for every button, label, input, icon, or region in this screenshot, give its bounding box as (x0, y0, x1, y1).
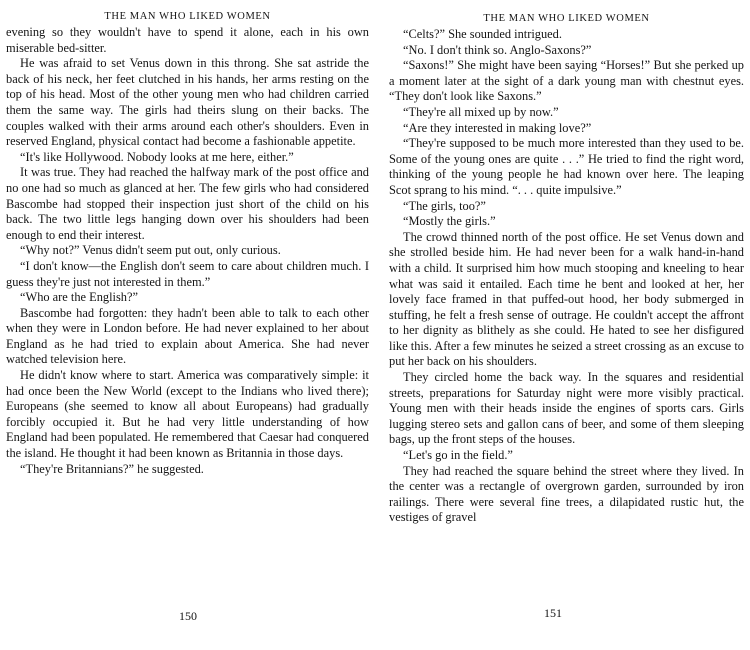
paragraph: “I don't know—the English don't seem to care about children much. I guess they're just not interested in them.” (6, 258, 369, 289)
paragraph: “They're Britannians?” he suggested. (20, 461, 204, 476)
paragraph: They circled home the back way. In the squares and residential streets, preparations for Saturday night were more visibly practical. Young men with their heads inside the engines of sports cars. Girls lugging stereo sets and gallon cans of beer, and some of them sleeping bags, up the front steps of the houses. (389, 370, 744, 447)
paragraph: He was afraid to set Venus down in this throng. She sat astride the back of his neck, her feet clutched in his hands, her arms resting on the top of his head. Most of the other young men who had children carried them the same way. The girls had theirs slung on their backs. The couples walked with their arms around each other's shoulders. Even in reserved England, physical contact had become a fashionable appetite. (6, 56, 369, 149)
paragraph: “Saxons!” She might have been saying “Horses!” But she perked up a moment later at the sight of a dark young man with chestnut eyes. “They don't look like Saxons.” (389, 58, 744, 104)
paragraph: evening so they wouldn't have to spend it alone, each in his own miserable bed-sitter. (6, 25, 369, 55)
paragraph: “Let's go in the field.” (403, 448, 513, 463)
paragraph: “Why not?” Venus didn't seem put out, only curious. (20, 243, 281, 258)
paragraph: It was true. They had reached the halfway mark of the post office and no one had so much as glanced at her. The few girls who had considered Bascombe had stopped their inspection just short of the child on his back. The two little legs hanging down over his shoulders had been enough to end their interest. (6, 165, 369, 242)
running-head-right: THE MAN WHO LIKED WOMEN (483, 13, 650, 24)
paragraph: Bascombe had forgotten: they hadn't been able to talk to each other when they were in London before. He had never explained to her about England as he had tried to explain about America. She had never watched television here. (6, 305, 369, 367)
paragraph: “They're supposed to be much more interested than they used to be. Some of the young ones are quite . . .” He tried to find the right word, thinking of the young people he had known over here. The leaping Scot sprang to his mind. “. . . quite impulsive.” (389, 136, 744, 197)
paragraph: He didn't know where to start. America was comparatively simple: it had once been the New World (except to the Indians who lived there); Europeans (she seemed to know all about Europeans) had gradually forcibly occupied it. But he had very little understanding of how England had been populated. He remembered that Caesar had conquered the island. He thought it had been known as Britannia in those days. (6, 368, 369, 461)
paragraph: “The girls, too?” (403, 198, 486, 213)
page-number-left: 150 (179, 609, 197, 623)
paragraph: “Celts?” She sounded intrigued. (403, 27, 562, 41)
paragraph: “It's like Hollywood. Nobody looks at me here, either.” (20, 149, 294, 164)
left-page-body (6, 25, 369, 477)
paragraph: “Who are the English?” (20, 290, 139, 305)
right-page-body (389, 27, 744, 526)
paragraph: “They're all mixed up by now.” (403, 104, 559, 119)
paragraph: The crowd thinned north of the post office. He set Venus down and she strolled beside him. He had never been for a walk hand-in-hand with a child. It surprised him how much stooping and kneeling to hear what was said it entailed. Each time he bent and looked at her, her lovely face framed in that puffed-out hood, her body submerged in stuffing, he felt a fresh sense of outrage. He couldn't accept the affront to her dignity as blithely as she could. He hated to see her disfigured like this. After a few minutes he seized a street crossing as an excuse to put her back on his shoulders. (389, 229, 744, 369)
paragraph: “No. I don't think so. Anglo-Saxons?” (403, 42, 592, 57)
paragraph: “Are they interested in making love?” (403, 120, 592, 135)
right-page (375, 0, 750, 650)
paragraph: “Mostly the girls.” (403, 214, 496, 229)
paragraph: They had reached the square behind the street where they lived. In the center was a rectangle of overgrown garden, surrounded by iron railings. There were several fine trees, a dilapidated rustic hut, the vestiges of gravel (389, 463, 744, 525)
running-head-left: THE MAN WHO LIKED WOMEN (104, 11, 271, 22)
page-number-right: 151 (544, 606, 562, 620)
